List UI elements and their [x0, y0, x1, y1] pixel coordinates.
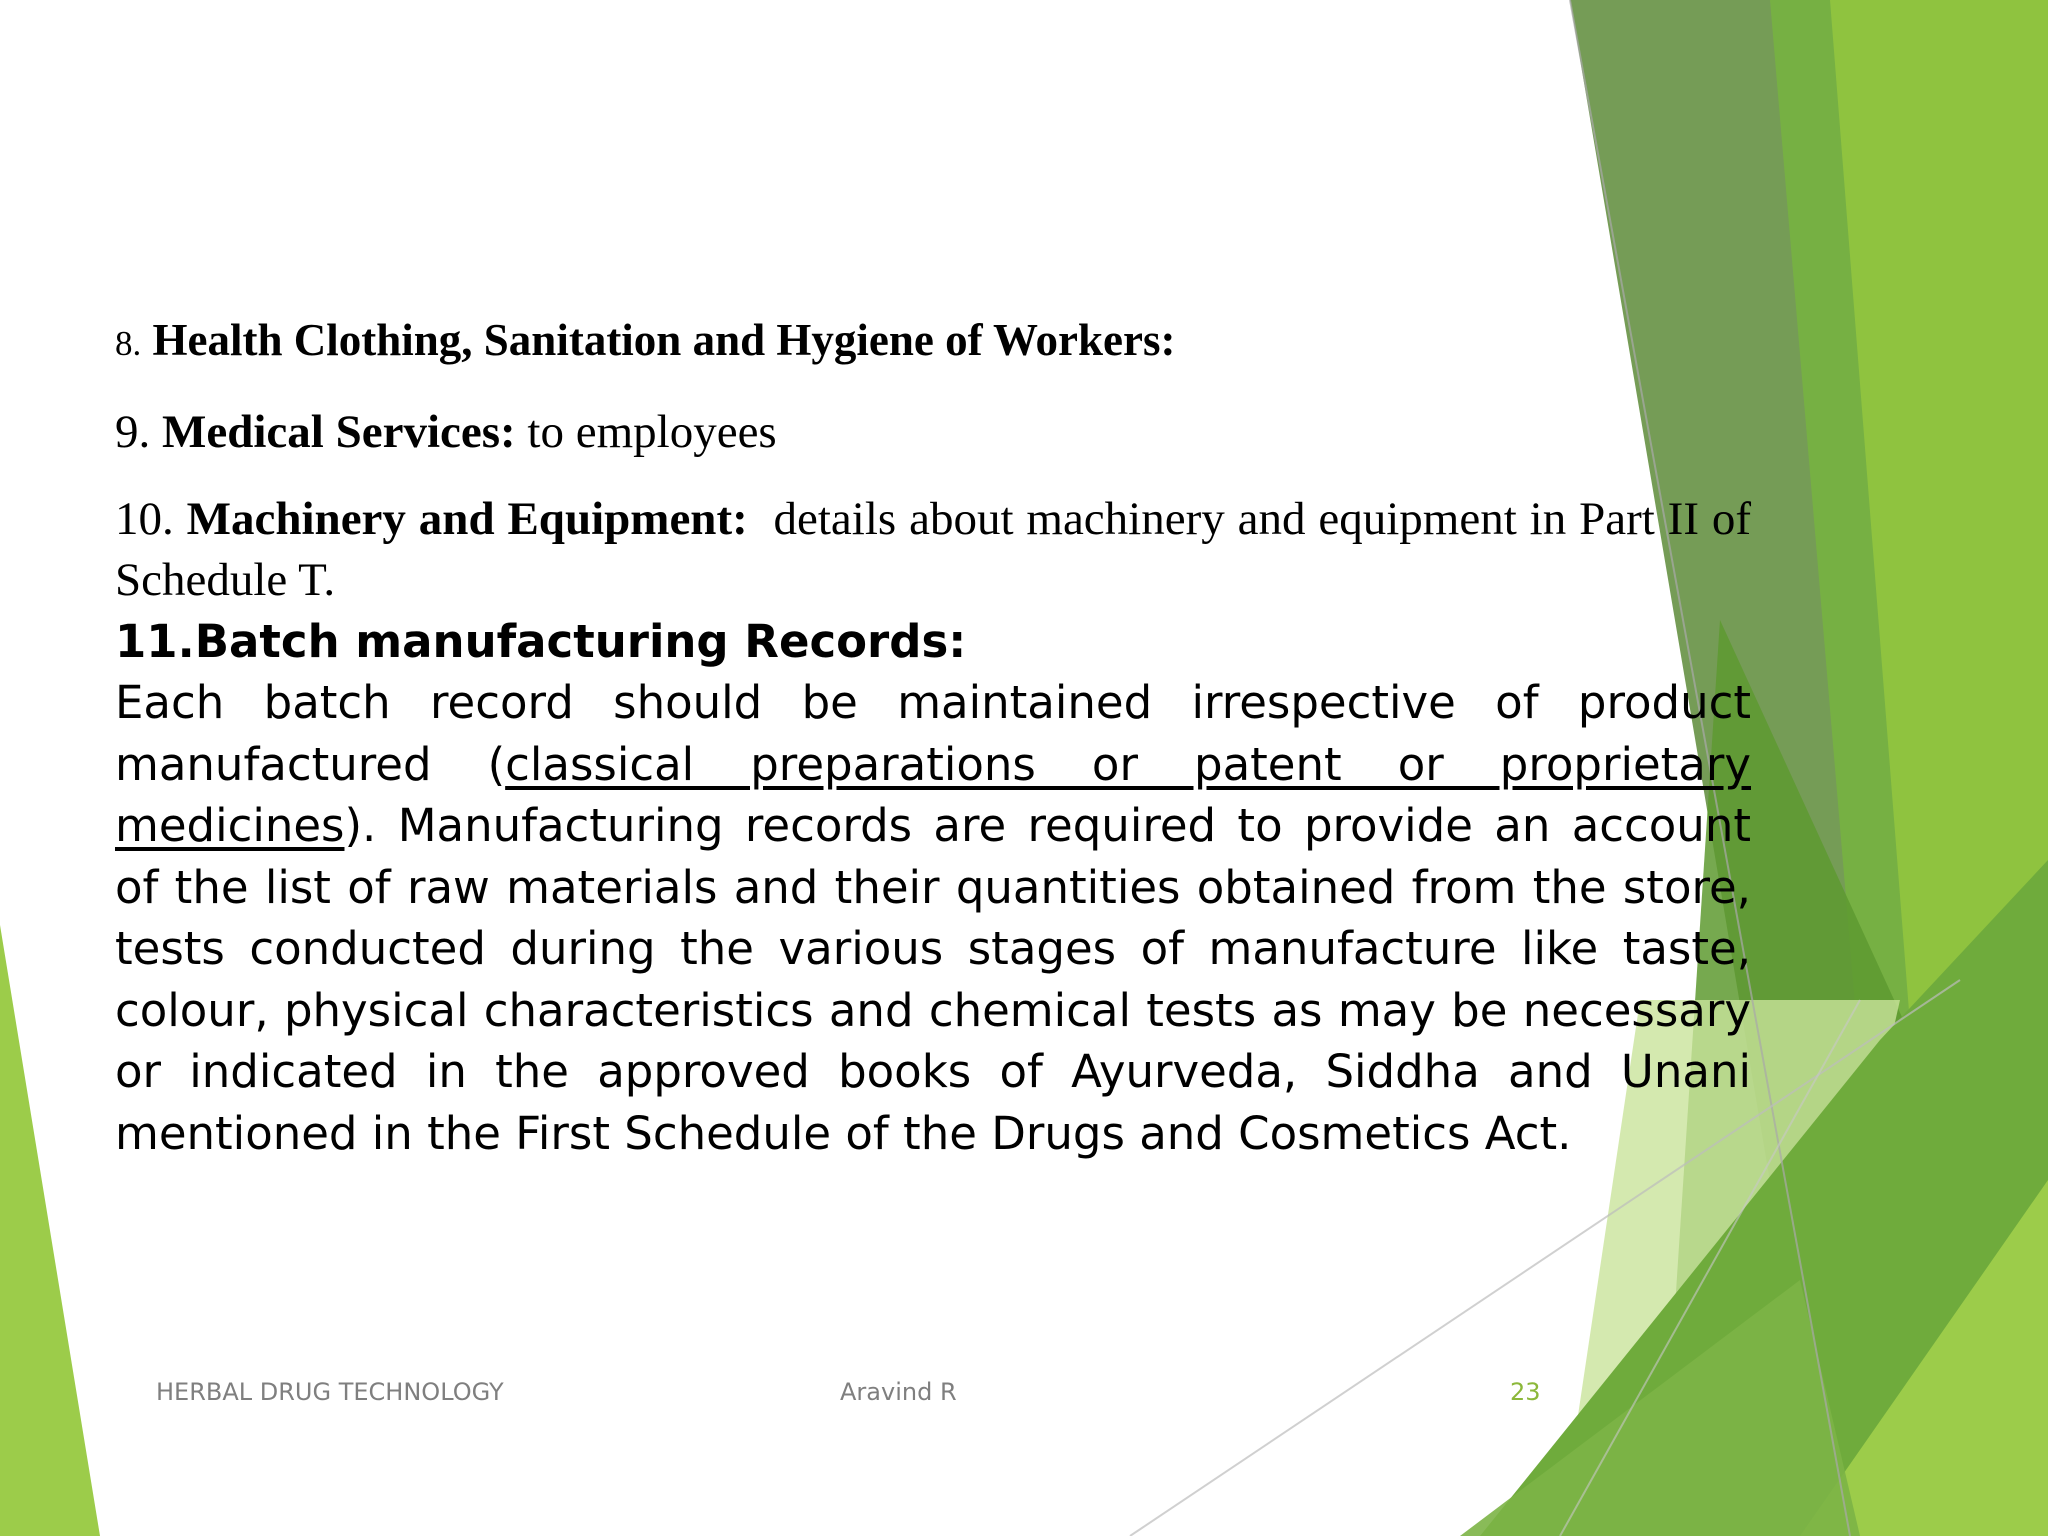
item-11-para-underlined: classical preparations or patent or proprietary medicines [115, 737, 1751, 852]
slide-content [115, 305, 1751, 1164]
footer-page-number: 23 [1510, 1378, 1541, 1406]
item-8-title: Health Clothing, Sanitation and Hygiene of Workers: [152, 315, 1176, 365]
footer-course-title: HERBAL DRUG TECHNOLOGY [156, 1378, 504, 1406]
item-8-number: 8. [115, 324, 142, 363]
item-8 [115, 305, 1751, 379]
item-11-para-part1: Each batch record should be maintained irrespective of product manufactured ( [115, 676, 1751, 791]
item-10-number: 10. [115, 493, 174, 545]
item-9-title: Medical Services: [162, 406, 516, 458]
item-10 [115, 489, 1751, 611]
item-9 [115, 397, 1751, 467]
item-10-text: details about machinery and equipment in Part II of Schedule T. [115, 493, 1752, 606]
item-11-heading: 11.Batch manufacturing Records: [115, 615, 967, 668]
item-9-text: to employees [527, 406, 777, 458]
item-10-title: Machinery and Equipment: [186, 493, 748, 545]
item-11-paragraph [115, 672, 1751, 1164]
footer-author: Aravind R [840, 1378, 957, 1406]
item-11-para-part2: ). Manufacturing records are required to provide an account of the list of raw materials and their quantities obtained from the store, tests conducted during the various stages of manufacture like taste, colour, physical characteristics and chemical tests as may be necessary or indicated in the approved books of Ayurveda, Siddha and Unani mentioned in the First Schedule of the Drugs and Cosmetics Act. [115, 799, 1751, 1160]
deco-left-wedge [0, 925, 100, 1536]
item-9-number: 9. [115, 406, 151, 458]
